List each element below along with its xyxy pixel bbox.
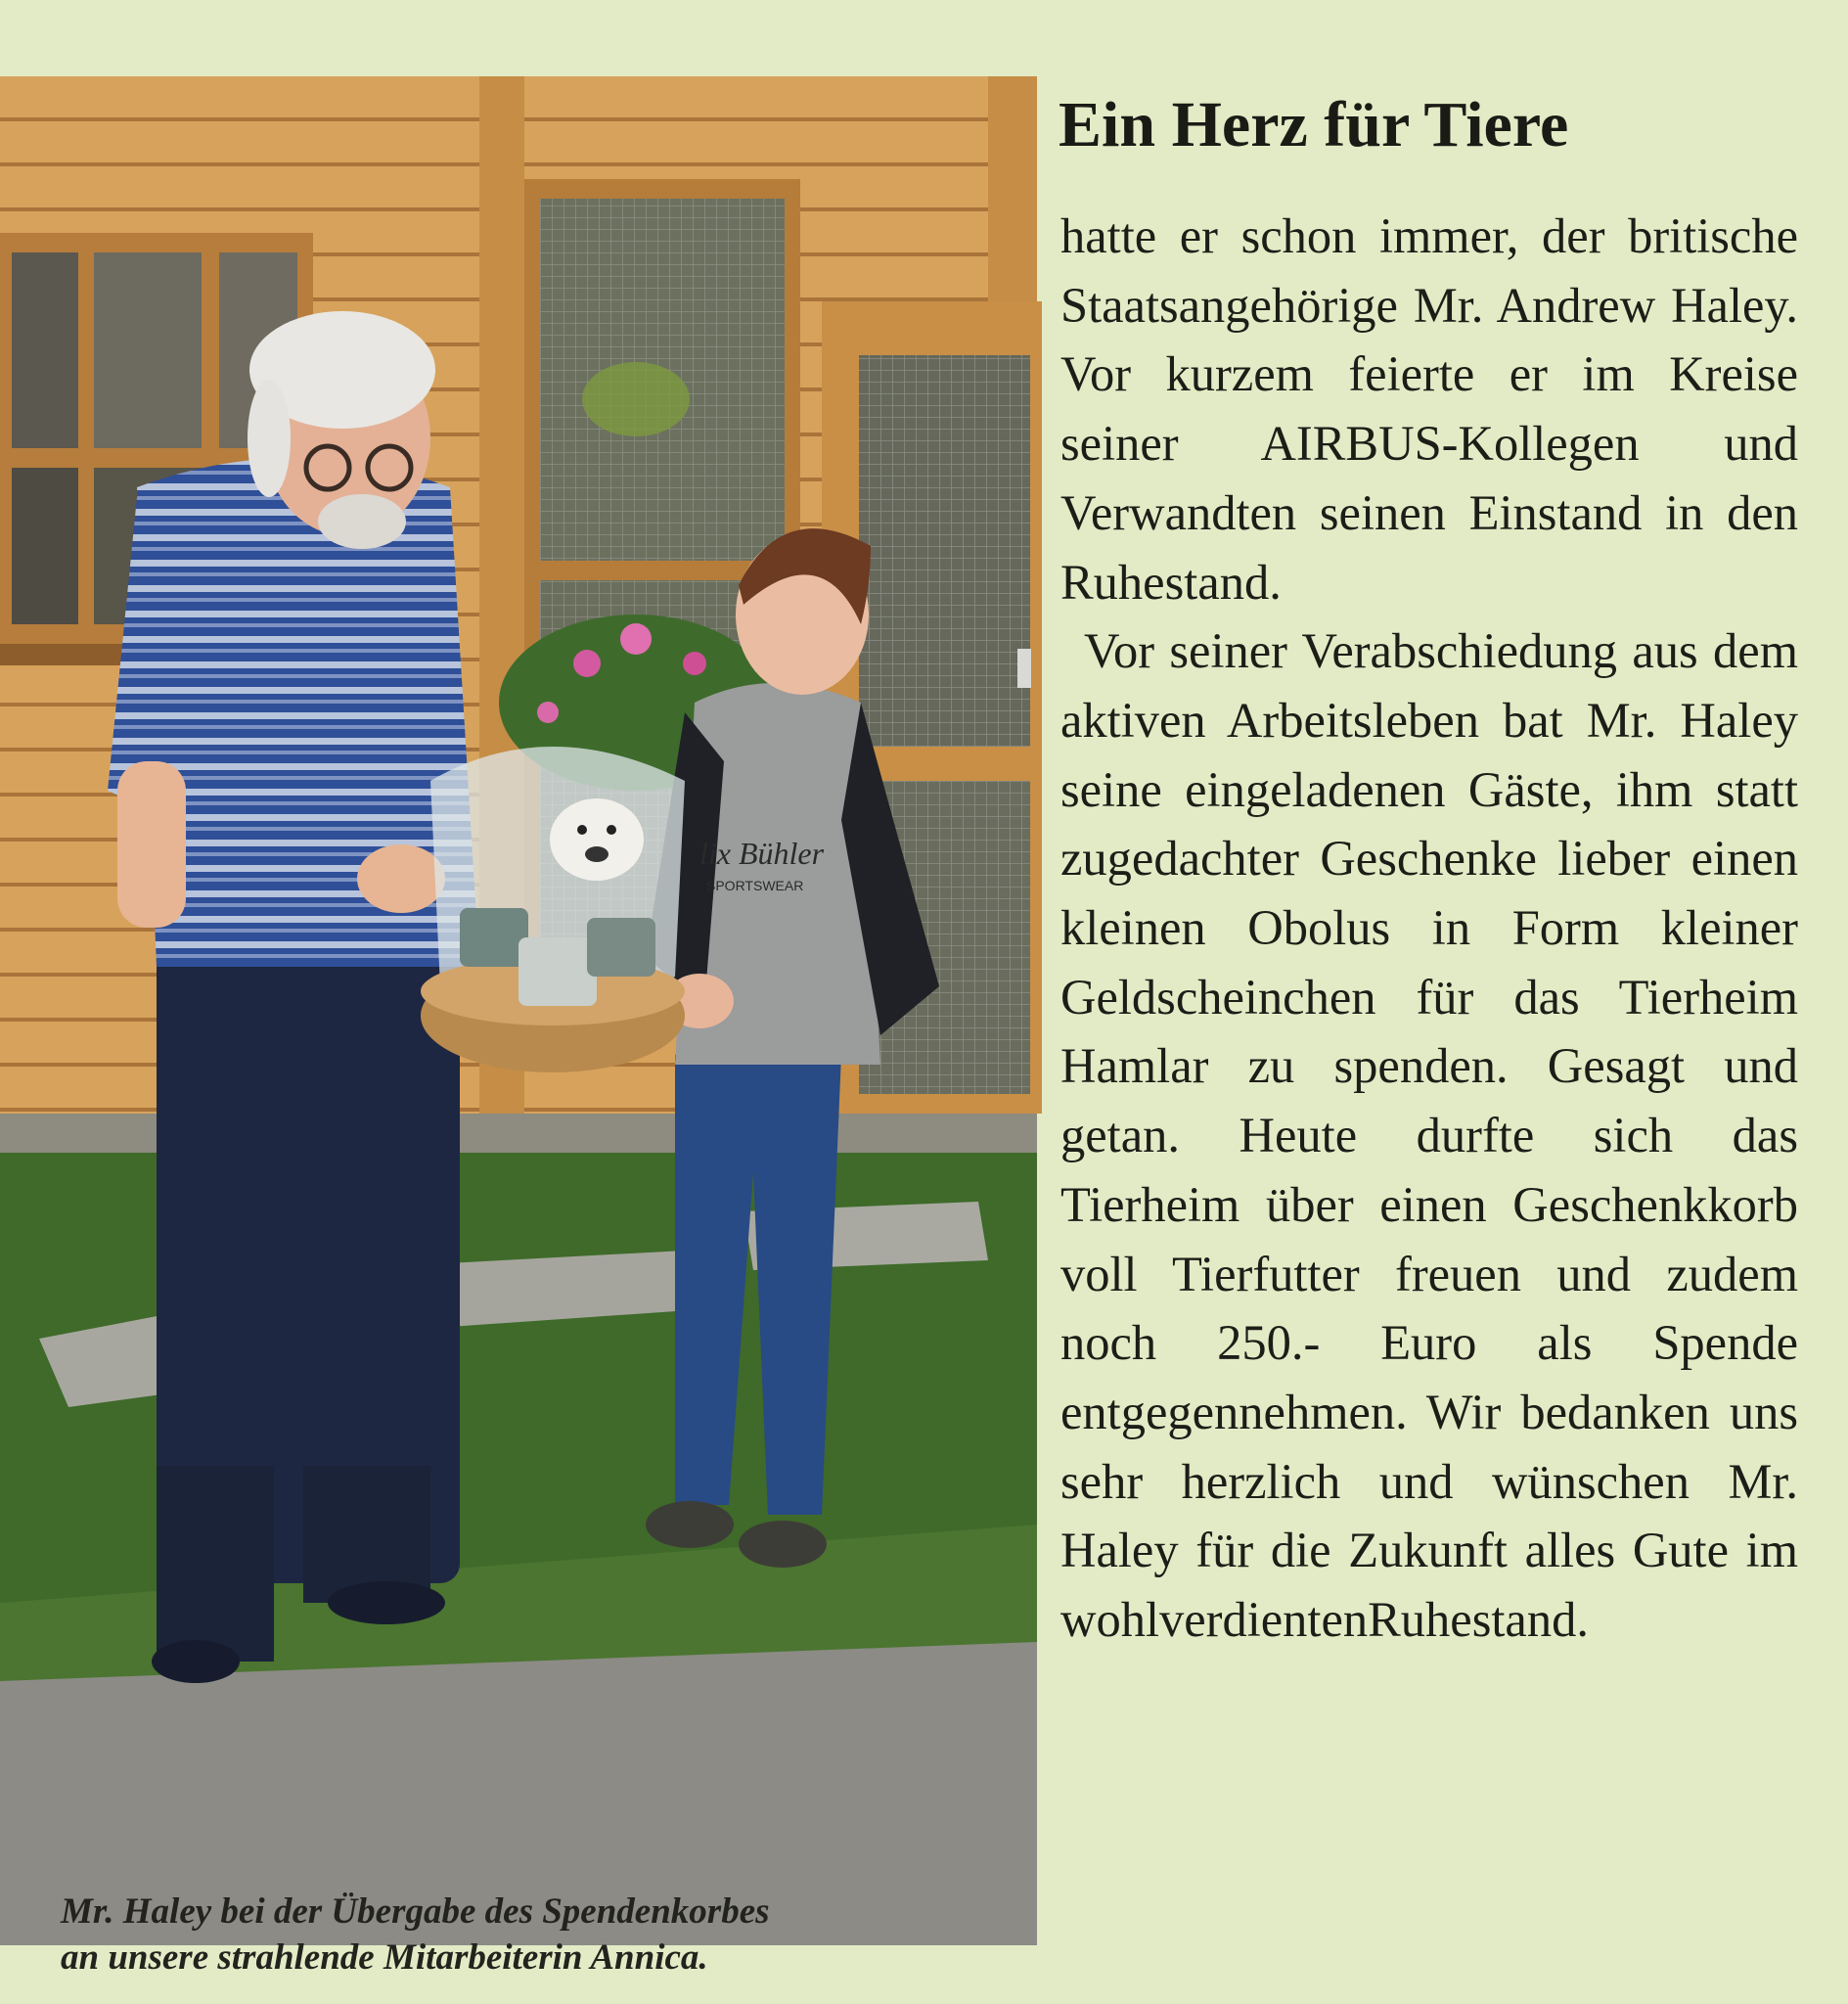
photo-caption [61, 1889, 1019, 1981]
caption-line-2: an unsere strahlende Mitarbeiterin Annica. [61, 1937, 708, 1978]
article-headline: Ein Herz für Tiere [1059, 89, 1569, 160]
shirt-print-line1: lix Bühler [699, 836, 825, 871]
gift-basket [421, 747, 685, 1072]
article-body [1060, 202, 1798, 1655]
photo-illustration [0, 76, 1037, 1945]
article-paragraph-2: Vor seiner Verabschiedung aus dem aktiven Arbeitsleben bat Mr. Haley seine eingeladenen Gäste, ihm statt zugedachter Geschenke lieber einen kleinen Obolus in Form kleiner Geldscheinchen für das Tierheim Hamlar zu spenden. Gesagt und getan. Heute durfte sich das Tierheim über einen Geschenkkorb voll Tierfutter freuen und zudem noch 250.- Euro als Spende entgegennehmen. Wir bedanken uns sehr herzlich und wünschen Mr. Haley für die Zukunft alles Gute im wohlverdientenRuhestand. [1060, 623, 1798, 1648]
shirt-print-line2: SPORTSWEAR [706, 878, 804, 893]
article-photo [0, 76, 1037, 1978]
caption-line-1: Mr. Haley bei der Übergabe des Spendenkorbes [61, 1891, 770, 1932]
article-paragraph-1: hatte er schon immer, der britische Staatsangehörige Mr. Andrew Haley. Vor kurzem feierte er im Kreise seiner AIRBUS-Kollegen und Verwandten seinen Einstand in den Ruhestand. [1060, 208, 1798, 610]
